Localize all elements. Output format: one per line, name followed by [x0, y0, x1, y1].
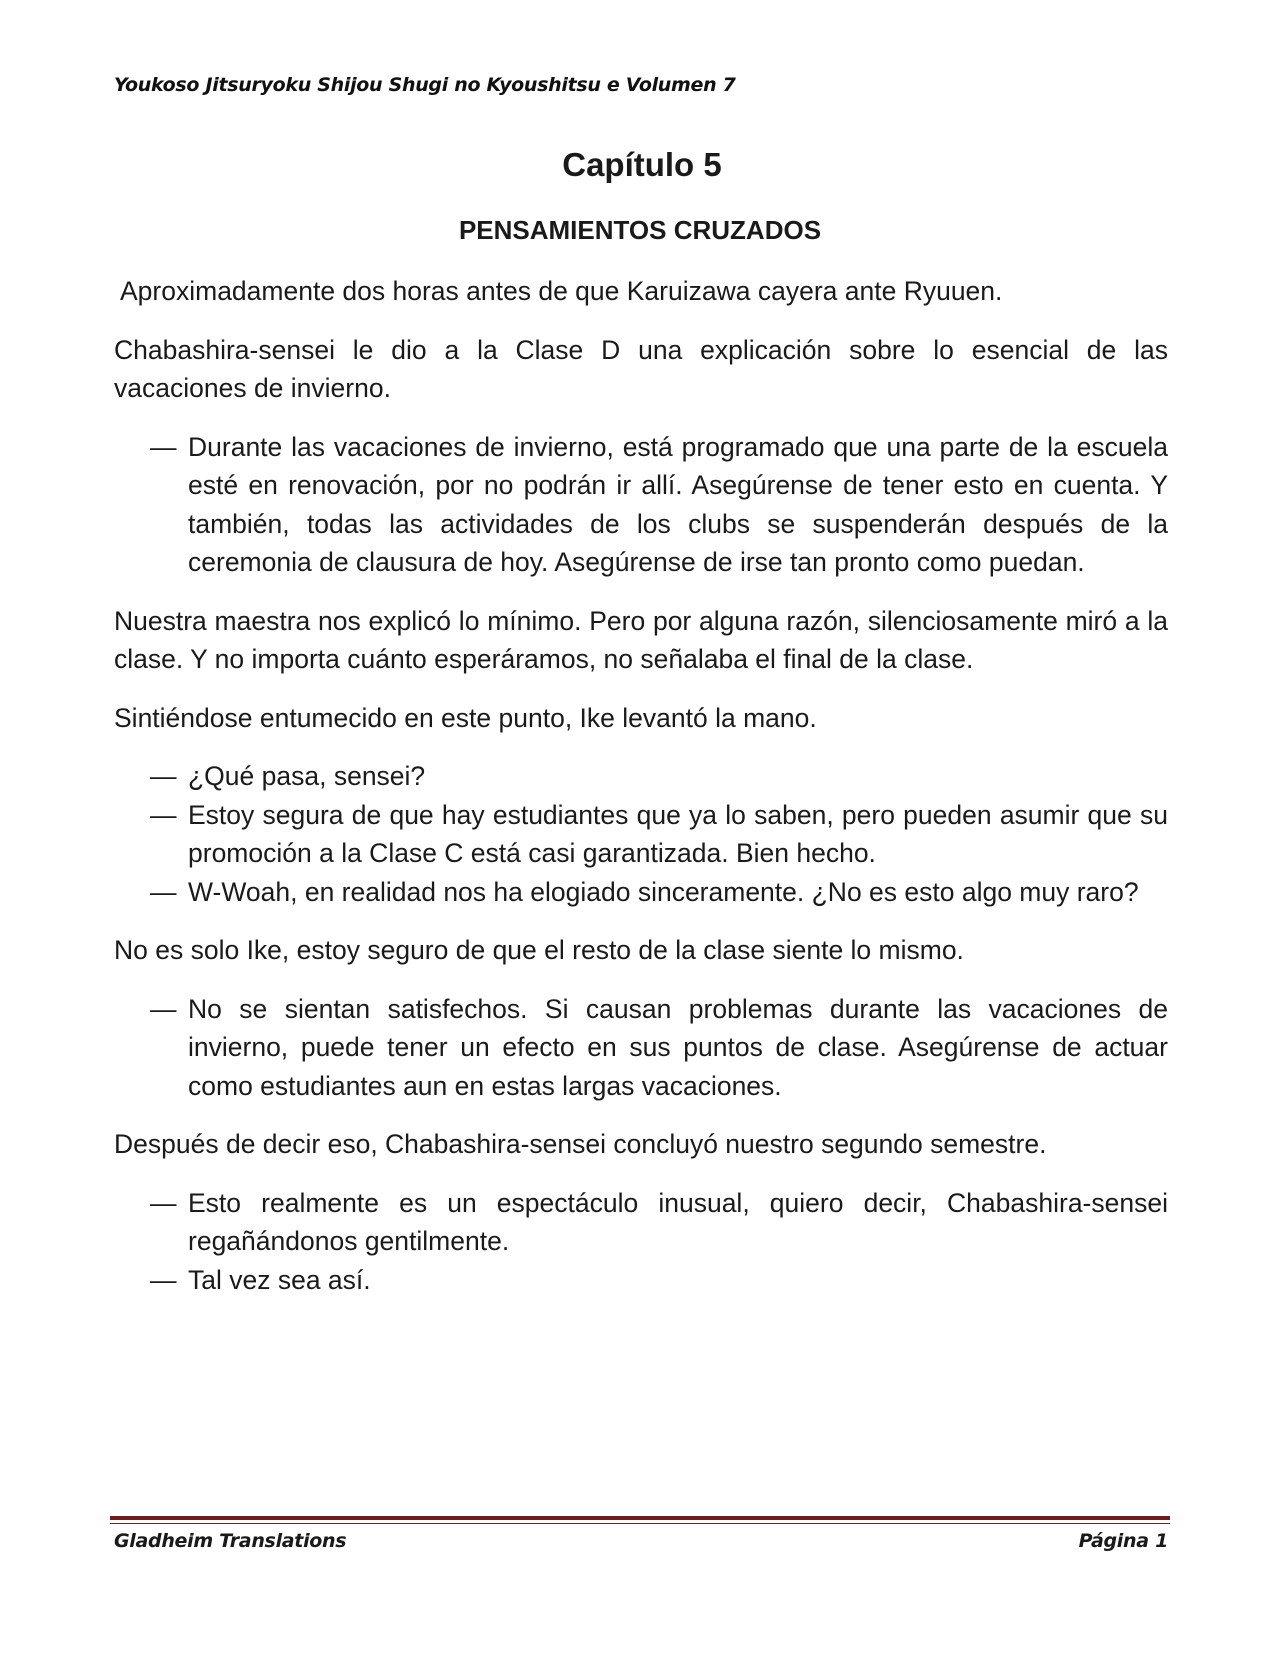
dialogue-text: ¿Qué pasa, sensei? [188, 761, 426, 791]
dialogue-dash: — [150, 1264, 177, 1295]
dialogue-line [114, 1184, 1168, 1261]
chapter-title-text: Capítulo 5 [562, 146, 722, 183]
dialogue-line [114, 428, 1168, 582]
dialogue-text: Tal vez sea así. [188, 1264, 371, 1295]
dialogue-line [114, 990, 1168, 1106]
dialogue-group [114, 1184, 1168, 1300]
dialogue-text: W-Woah, en realidad nos ha elogiado sinceramente. ¿No es esto algo muy raro? [188, 876, 1139, 907]
paragraph: Nuestra maestra nos explicó lo mínimo. Pero por alguna razón, silenciosamente miró a la clase. Y no importa cuánto esperáramos, no señalaba el final de la clase. [114, 605, 1168, 674]
chapter-title [0, 146, 1280, 184]
dialogue-text: No se sientan satisfechos. Si causan problemas durante las vacaciones de invierno, puede tener un efecto en sus puntos de clase. Asegúrense de actuar como estudiantes aun en estas largas vacaciones. [188, 993, 1168, 1101]
dialogue-line [114, 757, 1168, 796]
dialogue-dash: — [150, 1187, 177, 1218]
dialogue-dash: — [150, 876, 177, 907]
dialogue-text: Esto realmente es un espectáculo inusual, quiero decir, Chabashira-sensei regañándonos gentilmente. [188, 1187, 1168, 1256]
dialogue-group [114, 428, 1168, 582]
dialogue-group [114, 757, 1168, 911]
footer-divider [110, 1516, 1170, 1520]
dialogue-dash: — [150, 431, 177, 462]
running-header: Youkoso Jitsuryoku Shijou Shugi no Kyoushitsu e Volumen 7 [114, 74, 736, 96]
paragraph: Sintiéndose entumecido en este punto, Ike levantó la mano. [114, 702, 817, 733]
footer-page-number: Página 1 [1078, 1530, 1168, 1552]
body-text [114, 272, 1168, 1319]
dialogue-line [114, 796, 1168, 873]
dialogue-group [114, 990, 1168, 1106]
dialogue-line [114, 1261, 1168, 1300]
dialogue-text: Estoy segura de que hay estudiantes que ya lo saben, pero pueden asumir que su promoción a la Clase C está casi garantizada. Bien hecho. [188, 799, 1168, 868]
paragraph: No es solo Ike, estoy seguro de que el resto de la clase siente lo mismo. [114, 935, 964, 965]
dialogue-dash: — [150, 761, 177, 791]
paragraph: Después de decir eso, Chabashira-sensei concluyó nuestro segundo semestre. [114, 1129, 1047, 1159]
paragraph: Chabashira-sensei le dio a la Clase D una explicación sobre lo esencial de las vacaciones de invierno. [114, 334, 1168, 403]
paragraph: Aproximadamente dos horas antes de que Karuizawa cayera ante Ryuuen. [120, 276, 1003, 306]
footer-publisher: Gladheim Translations [114, 1530, 347, 1552]
dialogue-dash: — [150, 993, 177, 1024]
footer-divider-thin [110, 1523, 1170, 1524]
chapter-subtitle: PENSAMIENTOS CRUZADOS [458, 215, 822, 245]
dialogue-line [114, 873, 1168, 912]
dialogue-dash: — [150, 799, 177, 830]
dialogue-text: Durante las vacaciones de invierno, está programado que una parte de la escuela esté en renovación, por no podrán ir allí. Asegúrense de tener esto en cuenta. Y también, todas las actividades de los clubs se suspenderán después de la ceremonia de clausura de hoy. Asegúrense de irse tan pronto como puedan. [188, 431, 1168, 577]
